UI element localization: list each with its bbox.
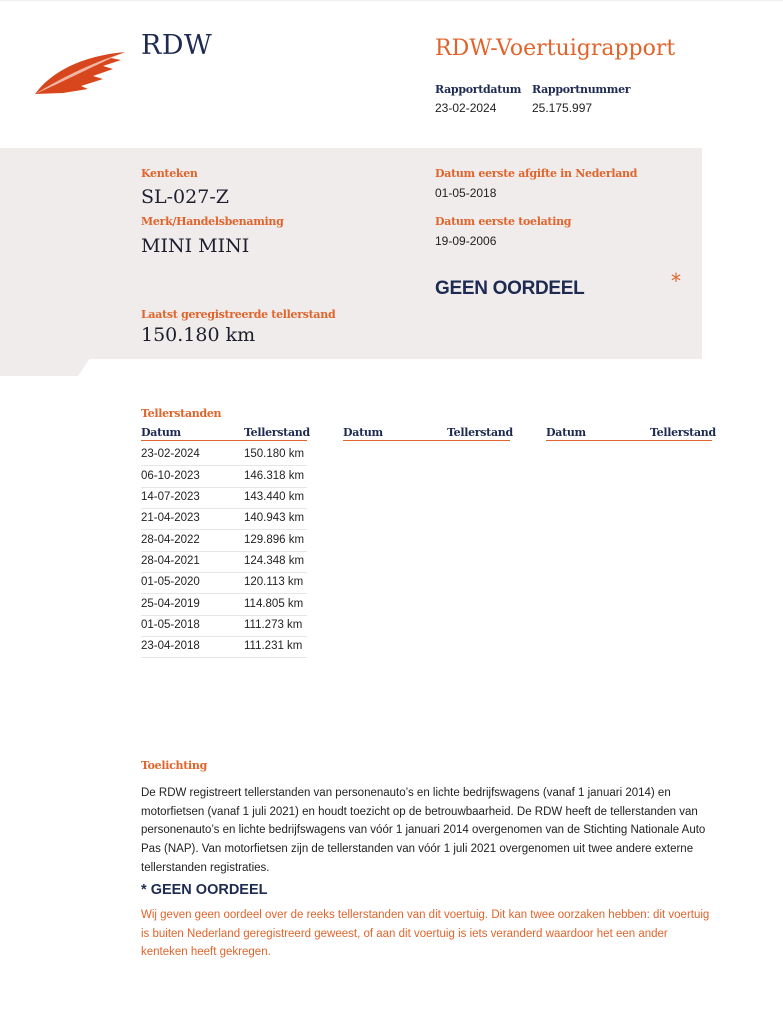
row-datum: 28-04-2021 [141, 555, 200, 567]
header-datum: Datum [343, 426, 383, 439]
row-tellerstand: 129.896 km [244, 534, 305, 546]
table-row [141, 466, 307, 488]
table-header-col2 [343, 426, 513, 441]
header-datum: Datum [141, 426, 181, 439]
kenteken-value: SL-027-Z [141, 186, 229, 208]
row-tellerstand: 111.273 km [244, 619, 303, 631]
teller-value: 150.180 km [141, 324, 256, 346]
row-tellerstand: 124.348 km [244, 555, 305, 567]
panel-tail-decoration [0, 358, 90, 376]
oordeel-note-title: GEEN OORDEEL [150, 882, 268, 898]
table-row [141, 530, 307, 552]
brand-name: RDW [141, 30, 213, 61]
row-datum: 21-04-2023 [141, 512, 200, 524]
merk-value: MINI MINI [141, 235, 250, 257]
row-datum: 25-04-2019 [141, 598, 200, 610]
oordeel-note-asterisk: * [141, 882, 147, 898]
oordeel-note-heading [141, 882, 268, 898]
afgifte-label: Datum eerste afgifte in Nederland [435, 167, 638, 180]
top-divider [0, 0, 783, 1]
rapportnummer-value: 25.175.997 [532, 101, 593, 115]
table-row [141, 551, 307, 573]
table-row [141, 594, 307, 616]
teller-label: Laatst geregistreerde tellerstand [141, 308, 336, 321]
row-datum: 01-05-2020 [141, 576, 200, 588]
toelichting-text: De RDW registreert tellerstanden van personenauto’s en lichte bedrijfswagens (vanaf 1 januari 2014) en motorfietsen (vanaf 1 juli 2021) en houdt toezicht op de betrouwbaarheid. De RDW heeft de tellerstanden van personenauto’s en lichte bedrijfswagens van vóór 1 januari 2014 overgenomen van de Stichting Nationale Auto Pas (NAP). Van motorfietsen zijn de tellerstanden van vóór 1 juli 2021 overgenomen uit twee andere externe tellerstanden registraties. [141, 787, 706, 874]
row-tellerstand: 140.943 km [244, 512, 305, 524]
table-row [141, 444, 307, 466]
row-datum: 14-07-2023 [141, 491, 200, 503]
row-datum: 28-04-2022 [141, 534, 200, 546]
toelating-value: 19-09-2006 [435, 234, 497, 248]
toelichting-title: Toelichting [141, 759, 207, 772]
report-title: RDW-Voertuigrapport [435, 36, 676, 61]
toelating-label: Datum eerste toelating [435, 215, 572, 228]
afgifte-value: 01-05-2018 [435, 186, 497, 200]
table-row [141, 615, 307, 637]
row-datum: 01-05-2018 [141, 619, 200, 631]
table-row [141, 508, 307, 530]
oordeel-note-text: Wij geven geen oordeel over de reeks tellerstanden van dit voertuig. Dit kan twee oorzaken hebben: dit voertuig is buiten Nederland geregistreerd geweest, of aan dit voertuig is iets veranderd waardoor het een ander kenteken heeft gekregen. [141, 909, 710, 959]
row-datum: 06-10-2023 [141, 470, 200, 482]
row-tellerstand: 150.180 km [244, 448, 305, 460]
row-tellerstand: 120.113 km [244, 576, 304, 588]
oordeel-asterisk: * [671, 269, 681, 293]
rapportdatum-label: Rapportdatum [435, 83, 522, 96]
row-tellerstand: 143.440 km [244, 491, 305, 503]
oordeel-status: GEEN OORDEEL [435, 278, 585, 299]
rdw-logo-icon [33, 44, 127, 100]
table-header-col1 [141, 426, 310, 441]
rapportnummer-label: Rapportnummer [532, 83, 631, 96]
table-row [141, 487, 307, 509]
header-datum: Datum [546, 426, 586, 439]
tellerstanden-title: Tellerstanden [141, 407, 222, 420]
header-tellerstand: Tellerstand [447, 426, 513, 439]
merk-label: Merk/Handelsbenaming [141, 215, 284, 228]
row-datum: 23-02-2024 [141, 448, 200, 460]
row-datum: 23-04-2018 [141, 640, 200, 652]
row-tellerstand: 114.805 km [244, 598, 304, 610]
table-header-col3 [546, 426, 716, 441]
kenteken-label: Kenteken [141, 167, 198, 180]
header-tellerstand: Tellerstand [650, 426, 716, 439]
header-tellerstand: Tellerstand [244, 426, 310, 439]
table-row [141, 636, 307, 658]
table-row [141, 572, 307, 594]
row-tellerstand: 146.318 km [244, 470, 305, 482]
row-tellerstand: 111.231 km [244, 640, 303, 652]
rapportdatum-value: 23-02-2024 [435, 101, 497, 115]
